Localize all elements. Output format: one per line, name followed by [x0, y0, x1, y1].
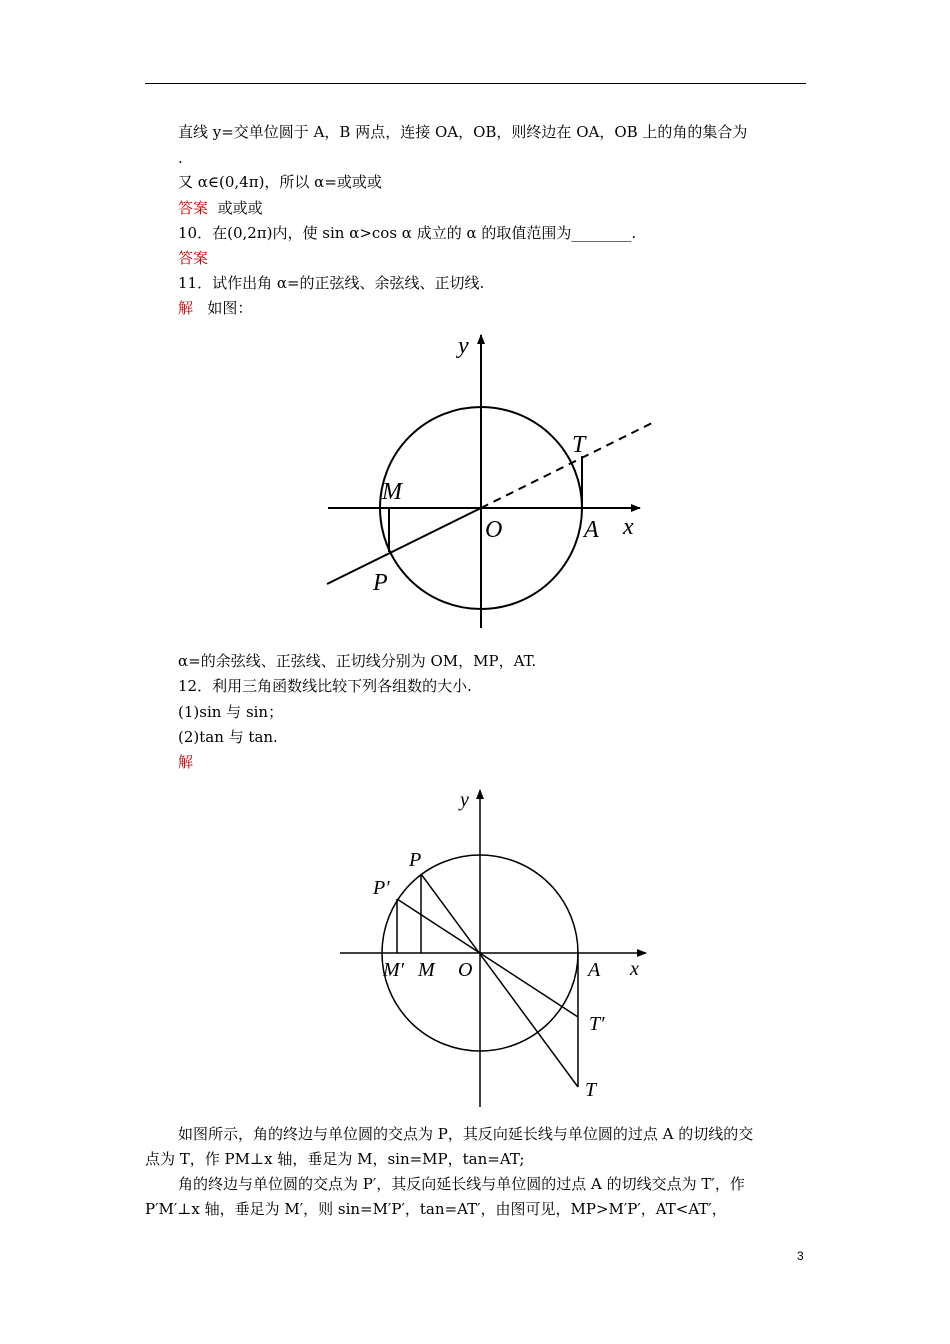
label-O: O — [458, 959, 473, 981]
label-x: x — [630, 958, 639, 980]
paragraph-line: P′M′⊥x 轴，垂足为 M′，则 sin=M′P′，tan=AT′，由图可见，MP>M′P′，AT<AT′， — [145, 1200, 727, 1218]
label-P: P — [409, 849, 422, 871]
question-12: 12．利用三角函数线比较下列各组数的大小. — [178, 677, 472, 695]
text-line: (2)tan 与 tan. — [178, 728, 278, 746]
label-M: M — [382, 479, 402, 505]
paragraph-line: 角的终边与单位圆的交点为 P′，其反向延长线与单位圆的过点 A 的切线交点为 T′，作 — [178, 1175, 745, 1193]
label-T-prime: T′ — [589, 1013, 605, 1035]
solution-line — [178, 298, 252, 318]
page-number: 3 — [797, 1249, 804, 1263]
text-line: 又 α∈(0,4π)，所以 α=或或或 — [178, 173, 382, 191]
solution-text: 如图： — [207, 299, 253, 317]
text-line: . — [178, 149, 183, 167]
solution-label: 解 — [178, 753, 194, 771]
answer-text: 或或或 — [217, 199, 263, 217]
header-rule — [145, 83, 806, 84]
figure-2-unit-circle — [330, 780, 660, 1110]
text-line: 直线 y=交单位圆于 A，B 两点，连接 OA，OB，则终边在 OA，OB 上的角的集合为 — [178, 123, 748, 141]
question-10: 10．在(0,2π)内，使 sin α>cos α 成立的 α 的取值范围为________. — [178, 224, 637, 242]
question-11: 11．试作出角 α=的正弦线、余弦线、正切线. — [178, 274, 485, 292]
label-O: O — [485, 517, 503, 543]
terminal-side-p — [421, 874, 578, 1087]
label-y: y — [458, 333, 469, 359]
label-A: A — [588, 959, 601, 981]
extension-dashed-line — [481, 421, 656, 508]
solution-label: 解 — [178, 299, 194, 317]
text-line: (1)sin 与 sin； — [178, 703, 284, 721]
answer-line — [178, 198, 263, 218]
label-y: y — [460, 789, 469, 811]
label-P-prime: P′ — [373, 877, 390, 899]
answer-label: 答案 — [178, 249, 209, 267]
label-M-prime: M′ — [383, 959, 405, 981]
paragraph-line: 点为 T，作 PM⊥x 轴，垂足为 M，sin=MP，tan=AT; — [145, 1150, 525, 1168]
label-T: T — [572, 432, 586, 458]
terminal-side-p-prime — [397, 899, 578, 1017]
label-P: P — [373, 570, 388, 596]
label-x: x — [623, 514, 634, 540]
label-T: T — [585, 1079, 597, 1101]
paragraph-line: 如图所示，角的终边与单位圆的交点为 P，其反向延长线与单位圆的过点 A 的切线的交 — [178, 1125, 754, 1143]
text-line: α=的余弦线、正弦线、正切线分别为 OM，MP，AT. — [178, 652, 537, 670]
answer-label: 答案 — [178, 199, 209, 217]
label-A: A — [584, 517, 599, 543]
figure-1-unit-circle — [300, 325, 680, 635]
label-M: M — [418, 959, 435, 981]
